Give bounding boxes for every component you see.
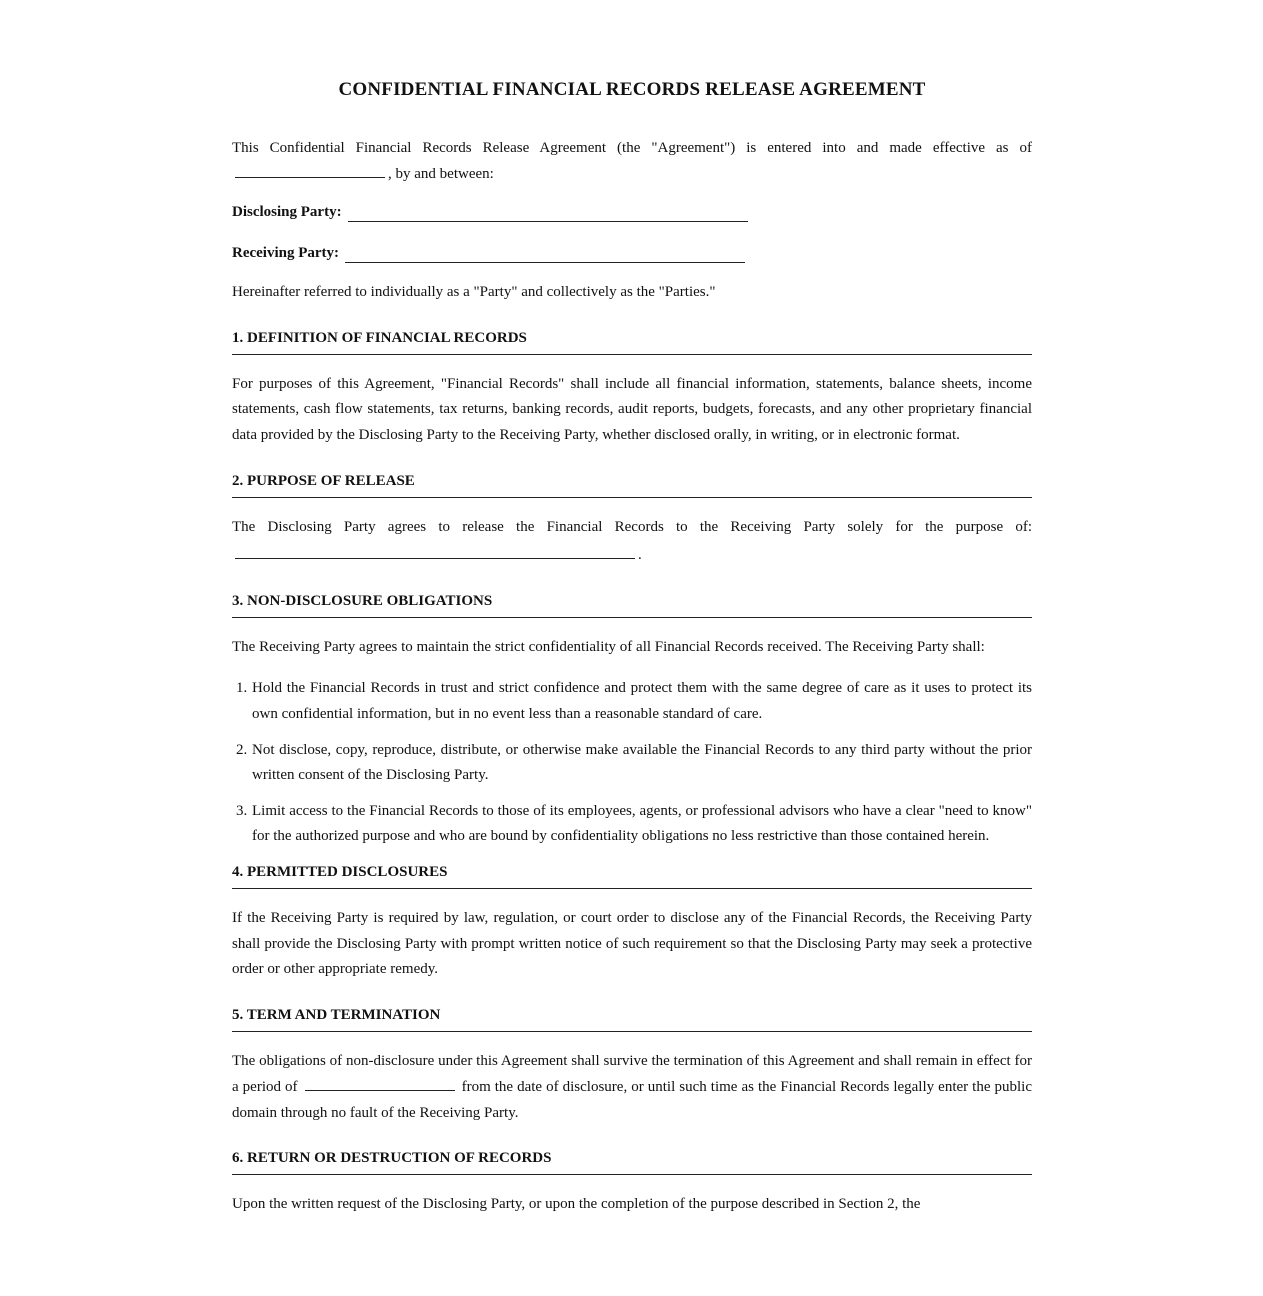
section-2-body: [232, 515, 1032, 569]
section-2: [232, 471, 1032, 569]
section-4-body: If the Receiving Party is required by law, regulation, or court order to disclose any of the Financial Records, the Receiving Party shall provide the Disclosing Party with prompt written notice of such requirement so that the Disclosing Party may seek a protective order or other appropriate remedy.: [232, 909, 1032, 978]
disclosing-party-row: [232, 202, 1032, 222]
section-1-body: For purposes of this Agreement, "Financial Records" shall include all financial information, statements, balance sheets, income statements, cash flow statements, tax returns, banking records, audit reports, budgets, forecasts, and any other proprietary financial data provided by the Disclosing Party to the Receiving Party, whether disclosed orally, in writing, or in electronic format.: [232, 375, 1032, 443]
section-6-body: Upon the written request of the Disclosing Party, or upon the completion of the purpose described in Section 2, the: [232, 1196, 921, 1213]
hereinafter-paragraph: Hereinafter referred to individually as a "Party" and collectively as the "Parties.": [232, 284, 716, 301]
section-3-heading: 3. NON-DISCLOSURE OBLIGATIONS: [232, 591, 1032, 618]
section-5-text: The obligations of non-disclosure under this Agreement shall survive the termination of this Agreement and shall remain in effect for a period of: [232, 1052, 1032, 1096]
section-6-heading: 6. RETURN OR DESTRUCTION OF RECORDS: [232, 1148, 1032, 1175]
list-item: 1. Hold the Financial Records in trust and strict confidence and protect them with the same degree of care as it uses to protect its own confidential information, but in no event less than a reasonable standard of care.: [251, 676, 1032, 727]
intro-text-end: , by and between:: [388, 165, 494, 182]
section-5-body: [232, 1049, 1032, 1127]
section-2-heading: 2. PURPOSE OF RELEASE: [232, 471, 1032, 498]
section-5: [232, 1005, 1032, 1127]
document-page: [232, 0, 1032, 1218]
list-item: 2. Not disclose, copy, reproduce, distribute, or otherwise make available the Financial Records to any third party without the prior written consent of the Disclosing Party.: [251, 738, 1032, 789]
section-4-heading: 4. PERMITTED DISCLOSURES: [232, 862, 1032, 889]
intro-text: This Confidential Financial Records Release Agreement (the "Agreement") is entered into and made effective as of: [232, 140, 1032, 156]
section-6: [232, 1148, 1032, 1218]
section-1-heading: 1. DEFINITION OF FINANCIAL RECORDS: [232, 328, 1032, 355]
section-3-body: The Receiving Party agrees to maintain the strict confidentiality of all Financial Records received. The Receiving Party shall:: [232, 638, 985, 655]
effective-date-blank[interactable]: [235, 163, 385, 178]
list-item: 3. Limit access to the Financial Records to those of its employees, agents, or professional advisors who have a clear "need to know" for the authorized purpose and who are bound by confidentiality obligations no less restrictive than those contained herein.: [251, 799, 1032, 850]
receiving-party-row: [232, 243, 1032, 263]
term-period-blank[interactable]: [305, 1074, 455, 1091]
section-3: [232, 591, 1032, 850]
purpose-blank[interactable]: [235, 540, 635, 559]
section-5-heading: 5. TERM AND TERMINATION: [232, 1005, 1032, 1032]
section-2-period: .: [638, 547, 642, 564]
document-title: CONFIDENTIAL FINANCIAL RECORDS RELEASE AGREEMENT: [338, 79, 926, 100]
section-2-text: The Disclosing Party agrees to release the Financial Records to the Receiving Party solely for the purpose of:: [232, 518, 1032, 535]
section-1: [232, 328, 1032, 449]
disclosing-party-label: Disclosing Party:: [232, 204, 342, 221]
section-4: [232, 862, 1032, 983]
receiving-party-blank[interactable]: [345, 244, 745, 263]
section-5-text-end: from the date of disclosure, or until such time as the Financial Records legally enter the public domain through no fault of the Receiving Party.: [232, 1079, 1033, 1121]
disclosing-party-blank[interactable]: [348, 203, 748, 222]
receiving-party-label: Receiving Party:: [232, 245, 340, 262]
intro-paragraph: [232, 136, 1032, 187]
obligations-list: [232, 676, 1032, 850]
